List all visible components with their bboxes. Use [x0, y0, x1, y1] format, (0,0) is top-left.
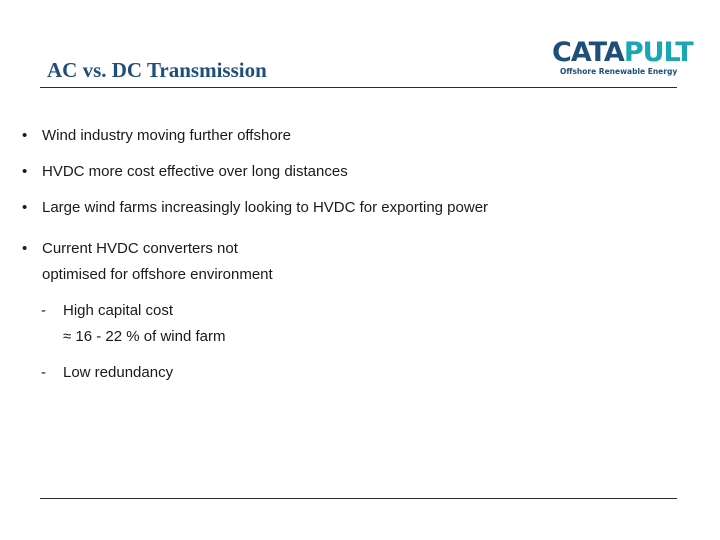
slide-title: AC vs. DC Transmission: [47, 58, 267, 82]
sub-bullet-marker: -: [41, 302, 46, 319]
footer-rule: [40, 498, 677, 499]
logo-word-part2: PULT: [623, 37, 693, 68]
bullet-marker: •: [22, 127, 28, 144]
sub-bullet-marker: -: [41, 364, 46, 381]
bullet-text: Wind industry moving further offshore: [42, 127, 292, 144]
sub-bullet-text: Low redundancy: [63, 364, 174, 381]
bullet-text: HVDC more cost effective over long distances: [42, 163, 348, 180]
logo-subtitle: Offshore Renewable Energy: [560, 67, 678, 76]
bullet-text-continuation: optimised for offshore environment: [42, 266, 273, 283]
bullet-text: Large wind farms increasingly looking to HVDC for exporting power: [42, 199, 489, 216]
logo-word-part1: CATA: [552, 37, 624, 68]
sub-bullet-text: High capital cost: [63, 302, 174, 319]
bullet-marker: •: [22, 163, 28, 180]
bullet-text: Current HVDC converters not: [42, 240, 238, 257]
bullet-marker: •: [22, 199, 28, 216]
sub-bullet-text-continuation: ≈ 16 - 22 % of wind farm: [63, 328, 226, 345]
bullet-marker: •: [22, 240, 28, 257]
